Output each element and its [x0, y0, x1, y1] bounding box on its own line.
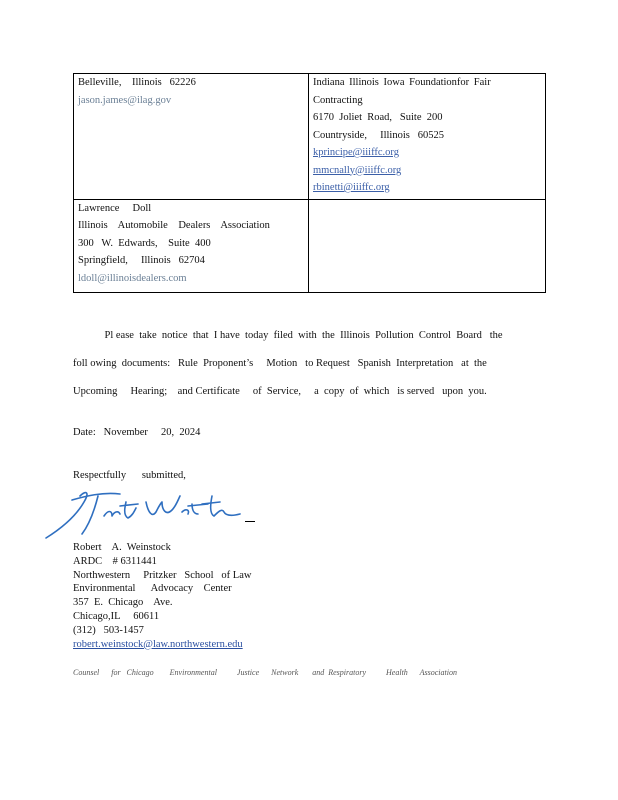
contact-email[interactable]: ldoll@illinoisdealers.com [78, 272, 187, 284]
notice-line: foll owing documents: Rule Proponent’s Motion to Request Spanish Interpretation at the [73, 358, 487, 369]
contact-cell [74, 74, 309, 200]
contact-cell [309, 74, 546, 200]
school-name: Northwestern Pritzker School of Law [73, 569, 252, 581]
contact-email[interactable]: jason.james@ilag.gov [78, 94, 172, 106]
contact-email-link[interactable]: kprincipe@iiiffc.org [313, 147, 399, 158]
service-list-table [73, 73, 546, 293]
city-state-zip: Chicago,IL 60611 [73, 610, 160, 622]
notice-line: Upcoming Hearing; and Certificate of Service, a copy of which is served upon you. [73, 386, 487, 397]
street-address: 357 E. Chicago Ave. [73, 597, 173, 609]
phone-number: (312) 503-1457 [73, 624, 144, 636]
address-line: Belleville, Illinois 62226 [78, 77, 196, 88]
organization-name: Indiana Illinois Iowa Foundationfor Fair Contracting [313, 77, 491, 106]
center-name: Environmental Advocacy Center [73, 583, 232, 595]
contact-email-link[interactable]: mmcnally@iiiffc.org [313, 164, 402, 176]
address-line: 6170 Joliet Road, Suite 200 [313, 112, 443, 123]
notice-line: Pl ease take notice that I have today filed with the Illinois Pollution Control Board the [73, 330, 503, 341]
address-line: Countryside, Illinois 60525 [313, 129, 444, 141]
contact-name: Lawrence Doll [78, 202, 152, 214]
ardc-number: ARDC # 6311441 [73, 555, 157, 567]
table-row [74, 74, 546, 200]
attorney-email-link[interactable]: robert.weinstock@law.northwestern.edu [73, 638, 243, 650]
contact-email-link[interactable]: rbinetti@iiiffc.org [313, 182, 390, 193]
organization-name: Illinois Automobile Dealers Association [78, 220, 270, 231]
signature-image [42, 482, 262, 542]
empty-cell [309, 199, 546, 292]
counsel-line: Counsel for Chicago Environmental Justice Network and Respiratory Health Association [73, 668, 457, 677]
signature-line [245, 521, 255, 522]
date-line: Date: November 20, 2024 [73, 427, 201, 438]
closing-line: Respectfully submitted, [73, 470, 186, 481]
address-line: 300 W. Edwards, Suite 400 [78, 237, 211, 249]
attorney-signature-block [73, 541, 373, 651]
attorney-name: Robert A. Weinstock [73, 542, 171, 553]
contact-cell [74, 199, 309, 292]
table-row [74, 199, 546, 292]
address-line: Springfield, Illinois 62704 [78, 255, 205, 266]
